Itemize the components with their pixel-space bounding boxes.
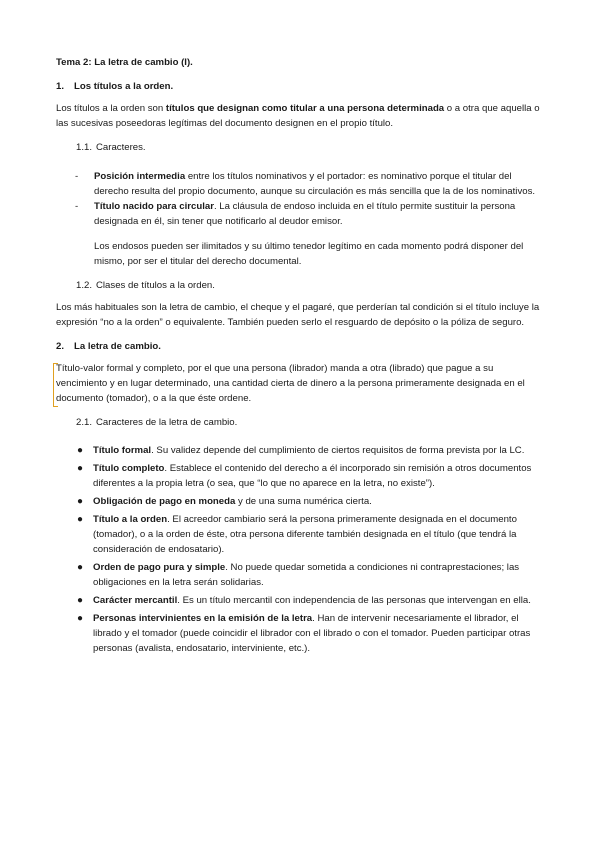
document-title: Tema 2: La letra de cambio (I).: [56, 57, 193, 68]
section-2-title: La letra de cambio.: [74, 340, 161, 352]
item-bold: Título completo: [93, 462, 165, 474]
list-item: [56, 169, 543, 199]
item-bold: Título nacido para circular: [94, 201, 214, 212]
section-2-intro-block: [56, 361, 543, 406]
intro-text-end: o a otra que aquella o las sucesivas poseedoras legítimas del documento designen en el propio título.: [56, 103, 540, 129]
item-bold: Orden de pago pura y simple: [93, 561, 226, 573]
subsection-1-2-heading: [56, 278, 543, 293]
subsection-1-2-number: 1.2.: [76, 279, 93, 291]
item-text: . La cláusula de endoso incluida en el título permite sustituir la persona designada en él, sin tener que notificarlo al deudor emisor.: [94, 201, 516, 227]
document-page: [56, 52, 543, 665]
subsection-1-1-heading: [56, 140, 543, 155]
section-2-heading: [56, 339, 543, 354]
intro-bold: títulos que designan como titular a una persona determinada: [165, 103, 445, 114]
item-text: . Han de intervenir necesariamente el librador, el librado y el tomador (puede coincidir el librador con el librado o con el tomador. Pueden participar otras personas (avalista, endosatario, interviniente, etc.).: [93, 612, 531, 654]
comment-bracket: [53, 363, 58, 407]
dash-marker: -: [75, 171, 79, 182]
list-item: [56, 512, 543, 557]
list-item: [56, 199, 543, 229]
bullet-icon: ●: [77, 612, 84, 624]
item-text: . El acreedor cambiario será la persona primeramente designada en el documento (tomador), o a la orden de éste, otra persona diferente también designada en el título (que tendrá la consideración de endosatario).: [93, 513, 517, 555]
item-text: . Su validez depende del cumplimiento de ciertos requisitos de forma prevista por la LC.: [151, 444, 525, 456]
item-text: y de una suma numérica cierta.: [235, 495, 372, 507]
section-1-intro: [56, 101, 543, 131]
section-1-title: Los títulos a la orden.: [74, 81, 174, 92]
list-item: [56, 443, 543, 458]
item-text: entre los títulos nominativos y el portador: es nominativo porque el titular del derecho resulta del propio documento, aunque su circulación es más sencilla que la de los nominativos.: [94, 171, 536, 197]
intro-text: Los títulos a la orden son: [56, 103, 166, 114]
item-bold: Título formal: [93, 444, 152, 456]
subsection-1-1-title: Caracteres.: [96, 142, 146, 153]
section-2-intro: Título-valor formal y completo, por el que una persona (librador) manda a otra (librado) que pague a su vencimiento y en lugar determinado, una cantidad cierta de dinero a la persona primeramente designada en el documento (tomador), o a la que éste ordene.: [56, 362, 525, 404]
list-item: [56, 593, 543, 608]
bullet-icon: ●: [77, 594, 84, 606]
list-item: [56, 611, 543, 656]
subsection-1-1-number: 1.1.: [76, 142, 93, 153]
item-bold: Obligación de pago en moneda: [93, 495, 236, 507]
bullet-icon: ●: [77, 561, 84, 573]
item-bold: Posición intermedia: [94, 171, 186, 182]
list-item: [56, 494, 543, 509]
item-text: . Establece el contenido del derecho a él incorporado sin remisión a otros documentos diferentes a la propia letra (o sea, que “lo que no aparece en la letra, no existe”).: [93, 462, 532, 489]
bullet-icon: ●: [77, 495, 84, 507]
bullet-icon: ●: [77, 462, 84, 474]
item-bold: Carácter mercantil: [93, 594, 178, 606]
caracteres-list: [56, 169, 543, 229]
item-text: . No puede quedar sometida a condiciones ni contraprestaciones; las obligaciones en la letra serán solidarias.: [93, 561, 520, 588]
subsection-2-1-number: 2.1.: [76, 416, 93, 428]
item-bold: Personas intervinientes en la emisión de la letra: [93, 612, 313, 624]
dash-marker: -: [75, 201, 79, 212]
subsection-2-1-title: Caracteres de la letra de cambio.: [96, 416, 238, 428]
item-bold: Título a la orden: [93, 513, 168, 525]
list-item: [56, 461, 543, 491]
section-1-heading: [56, 79, 543, 94]
list-item: [56, 560, 543, 590]
subsection-1-2-title: Clases de títulos a la orden.: [96, 279, 215, 291]
section-1-number: 1.: [56, 81, 65, 92]
subsection-2-1-heading: [56, 415, 543, 430]
bullet-icon: ●: [77, 444, 84, 456]
item-text: . Es un título mercantil con independencia de las personas que intervengan en ella.: [177, 594, 531, 606]
bullet-icon: ●: [77, 513, 84, 525]
subsection-1-2-text: Los más habituales son la letra de cambio, el cheque y el pagaré, que perderían tal condición si el título incluye la expresión “no a la orden” o equivalente. También pueden serlo el resguardo de depósito o la póliza de seguro.: [56, 301, 540, 328]
section-2-number: 2.: [56, 340, 65, 352]
letra-caracteres-list: [56, 443, 543, 656]
endosos-paragraph: Los endosos pueden ser ilimitados y su último tenedor legítimo en cada momento podrá disponer del mismo, por ser el titular del derecho documental.: [94, 240, 524, 267]
